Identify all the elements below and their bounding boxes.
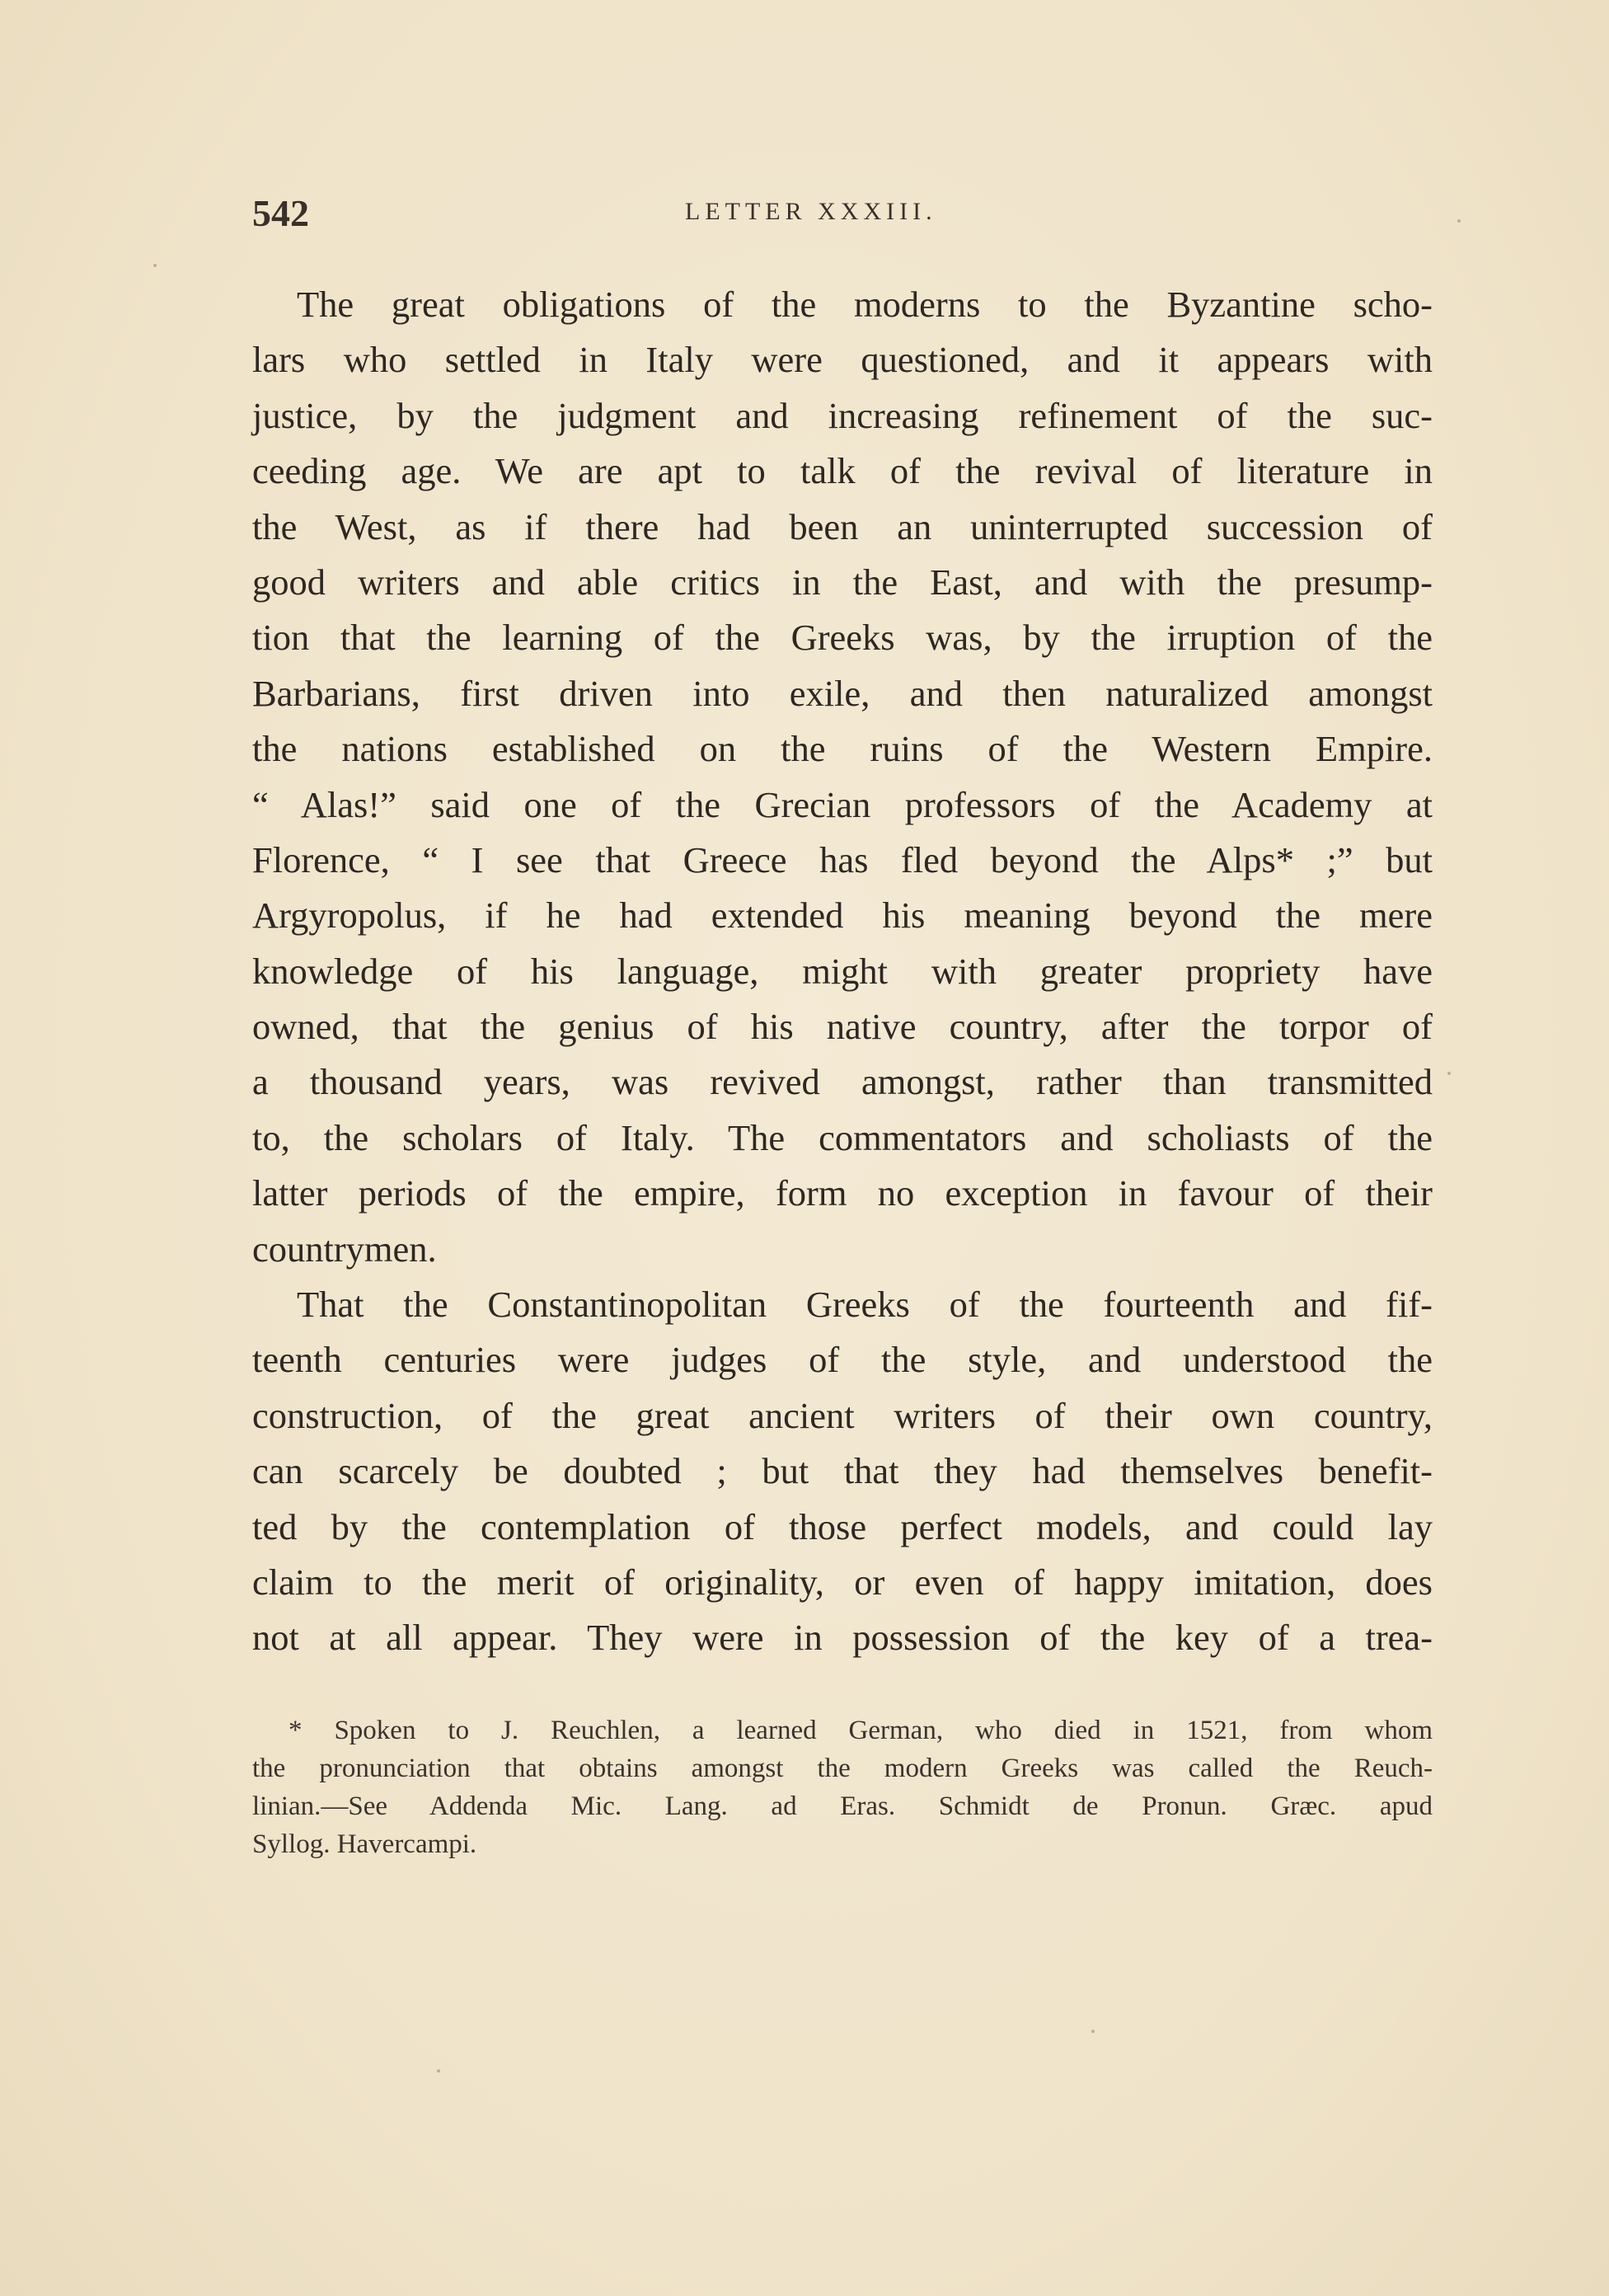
text-line: the West, as if there had been an uninterrupted succession of xyxy=(252,505,1433,547)
text-line: countrymen. xyxy=(252,1228,437,1270)
text-line: “ Alas!” said one of the Grecian professors of the Academy at xyxy=(252,783,1433,825)
body-text xyxy=(252,277,1433,1666)
text-line: lars who settled in Italy were questioned, and it appears with xyxy=(252,339,1433,381)
footnote-line: the pronunciation that obtains amongst the modern Greeks was called the Reuch- xyxy=(252,1754,1433,1783)
text-line: tion that the learning of the Greeks was, by the irruption of the xyxy=(252,617,1433,659)
paper-speck xyxy=(1457,219,1461,223)
footnote xyxy=(252,1711,1433,1863)
text-line: teenth centuries were judges of the style, and understood the xyxy=(252,1339,1433,1381)
text-line: That the Constantinopolitan Greeks of the fourteenth and fif- xyxy=(297,1284,1433,1326)
footnote-line: linian.—See Addenda Mic. Lang. ad Eras. Schmidt de Pronun. Græc. apud xyxy=(252,1791,1433,1821)
text-line: latter periods of the empire, form no exception in favour of their xyxy=(252,1172,1433,1214)
text-line: can scarcely be doubted ; but that they had themselves benefit- xyxy=(252,1450,1433,1492)
text-line: knowledge of his language, might with greater propriety have xyxy=(252,950,1433,992)
text-line: to, the scholars of Italy. The commentators and scholiasts of the xyxy=(252,1116,1433,1158)
page-number: 542 xyxy=(252,192,309,234)
text-line: justice, by the judgment and increasing refinement of the suc- xyxy=(252,394,1433,436)
paper-speck xyxy=(437,2069,440,2073)
paper-speck xyxy=(1091,2030,1095,2033)
text-line: Argyropolus, if he had extended his meaning beyond the mere xyxy=(252,894,1433,937)
paper-speck xyxy=(1447,1072,1451,1075)
footnote-line: * Spoken to J. Reuchlen, a learned German, who died in 1521, from whom xyxy=(288,1716,1433,1745)
text-line: the nations established on the ruins of the Western Empire. xyxy=(252,728,1433,770)
text-line: construction, of the great ancient writers of their own country, xyxy=(252,1394,1433,1436)
text-line: Barbarians, first driven into exile, and then naturalized amongst xyxy=(252,672,1433,714)
running-head: LETTER XXXIII. xyxy=(685,198,937,225)
text-line: owned, that the genius of his native country, after the torpor of xyxy=(252,1006,1433,1048)
text-line: not at all appear. They were in possession of the key of a trea- xyxy=(252,1617,1433,1659)
text-line: ted by the contemplation of those perfect models, and could lay xyxy=(252,1505,1433,1547)
text-line: ceeding age. We are apt to talk of the revival of literature in xyxy=(252,450,1433,492)
text-line: The great obligations of the moderns to the Byzantine scho- xyxy=(297,284,1433,325)
footnote-line: Syllog. Havercampi. xyxy=(252,1829,477,1859)
paper-speck xyxy=(153,264,157,267)
text-line: a thousand years, was revived amongst, rather than transmitted xyxy=(252,1061,1433,1103)
page-header xyxy=(252,191,1433,241)
text-line: good writers and able critics in the East, and with the presump- xyxy=(252,561,1433,603)
text-line: Florence, “ I see that Greece has fled beyond the Alps* ;” but xyxy=(252,838,1433,880)
text-line: claim to the merit of originality, or even of happy imitation, does xyxy=(252,1561,1433,1603)
